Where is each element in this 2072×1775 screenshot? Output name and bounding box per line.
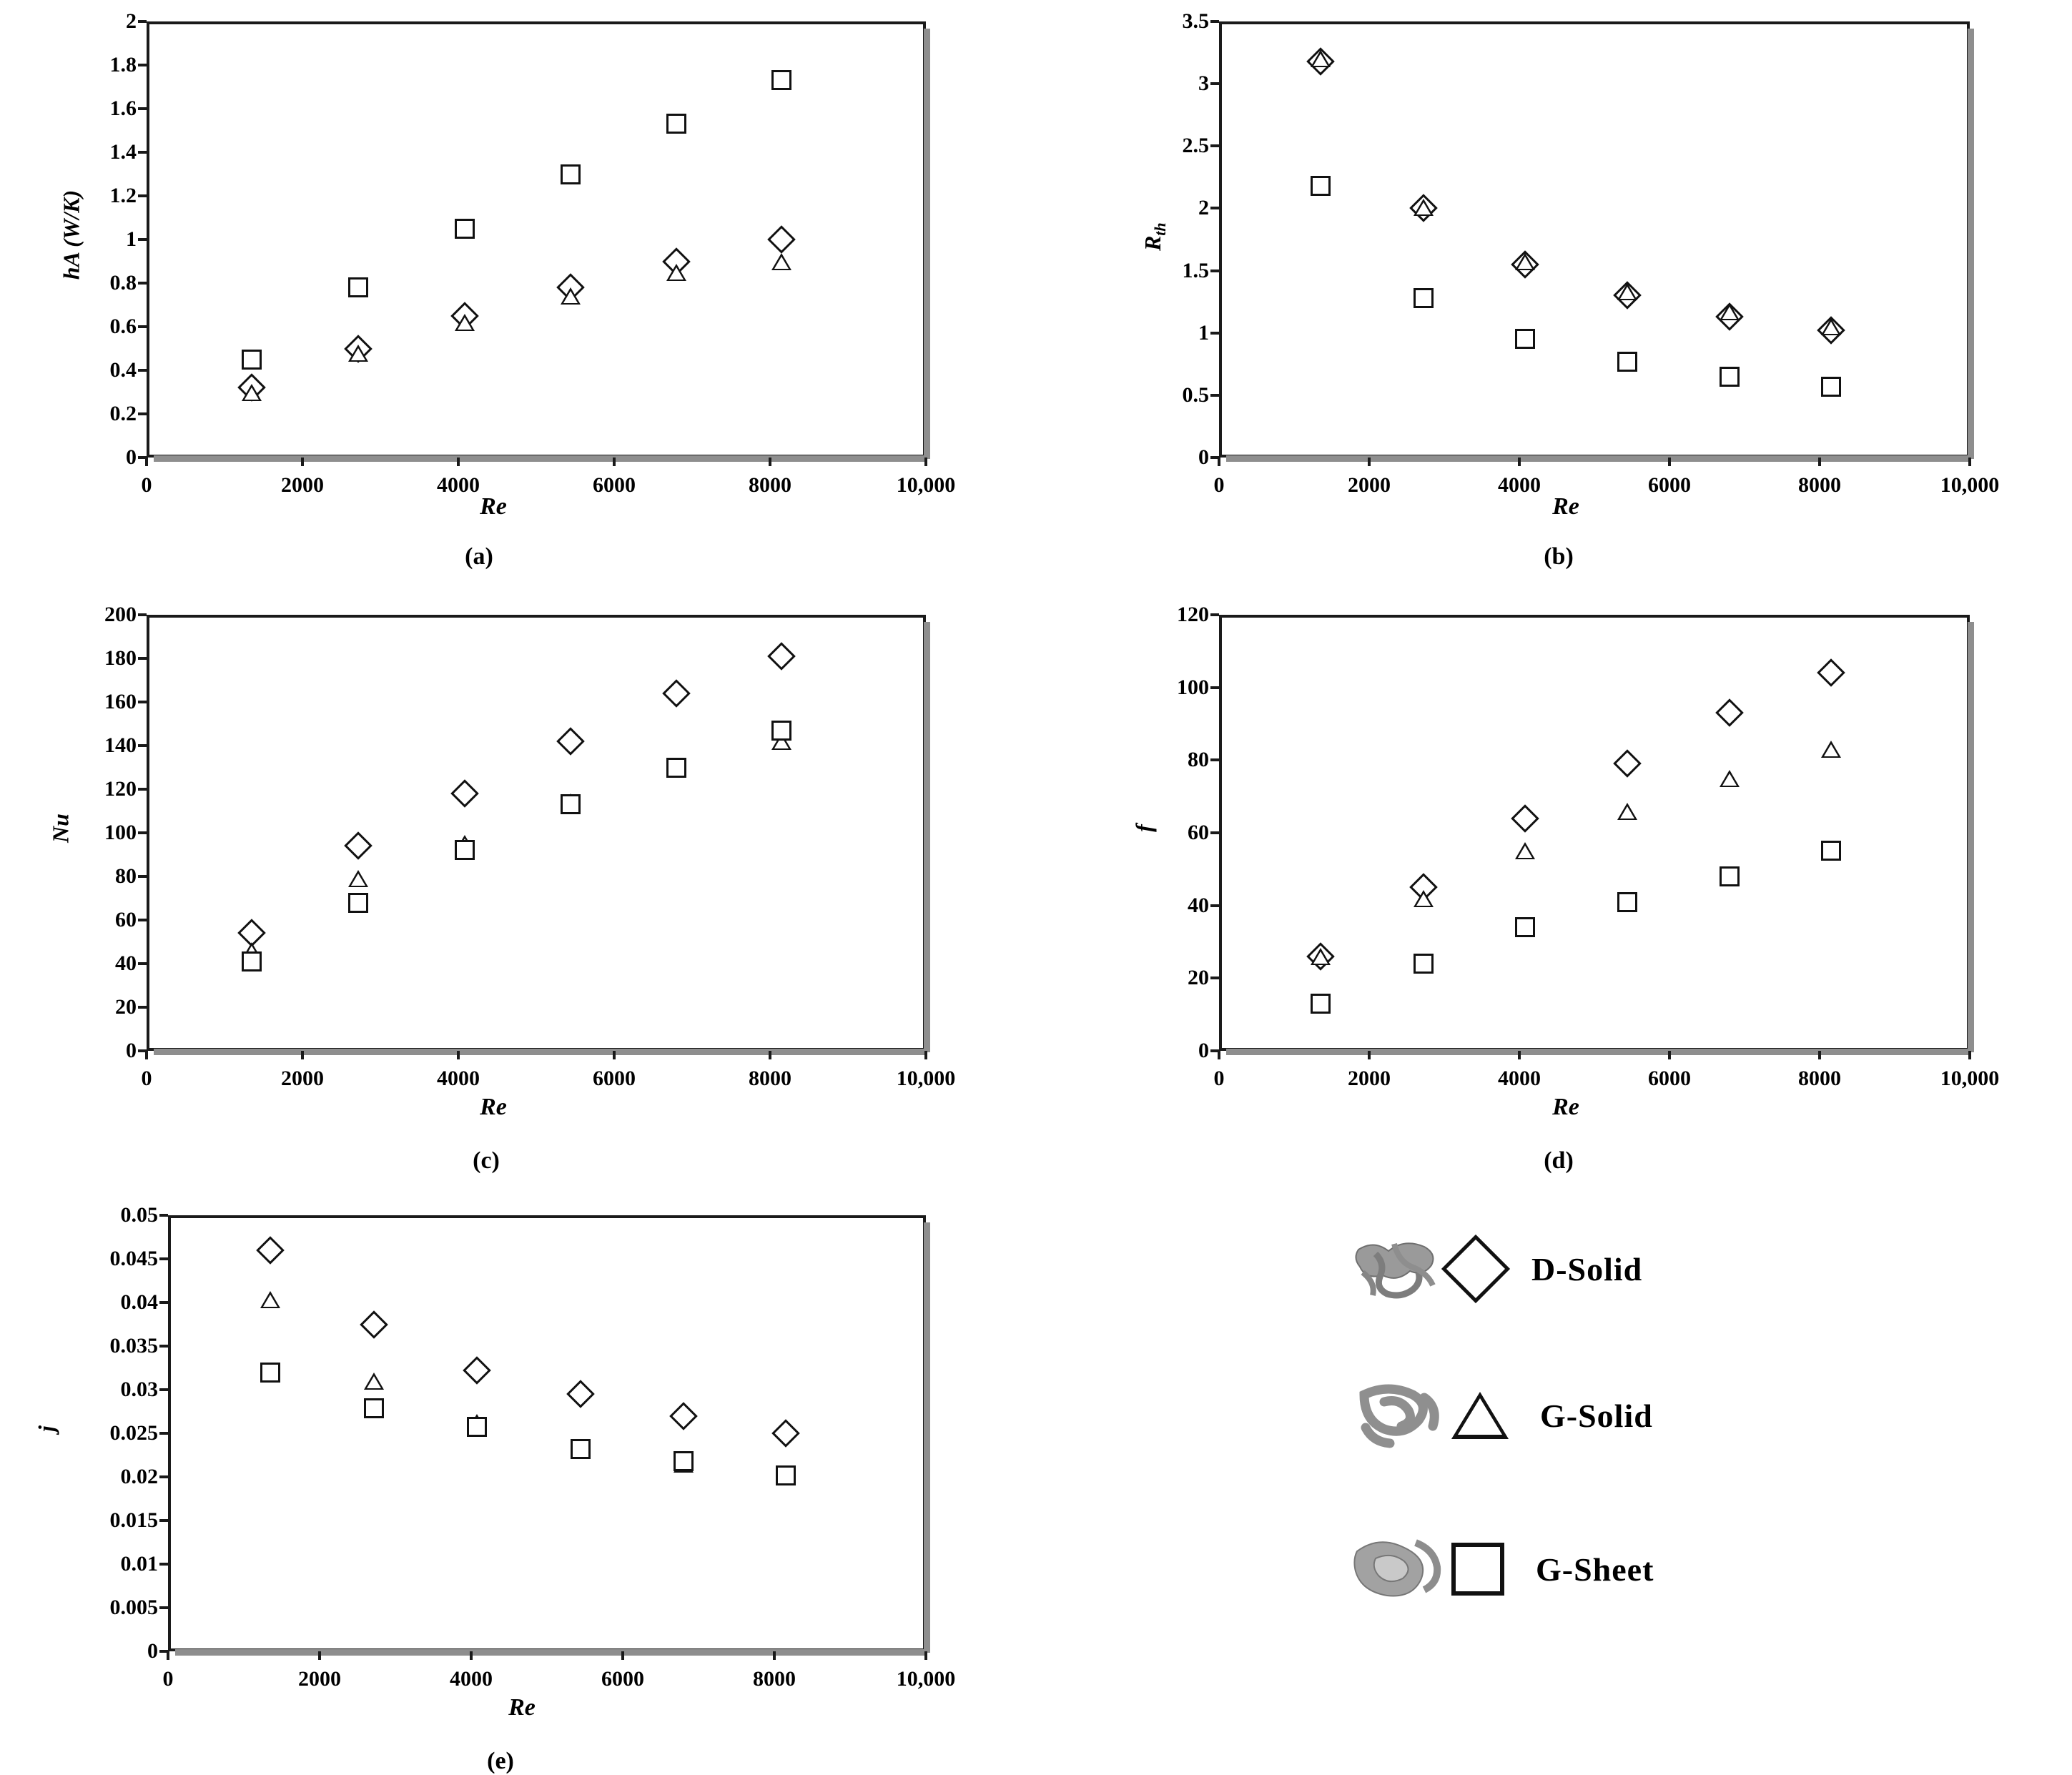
data-point-triangle [1515,842,1535,859]
x-tick-label: 2000 [1348,473,1391,497]
x-tick-mark [301,458,304,466]
x-tick-mark [621,1651,624,1660]
panel-caption-d: (d) [1544,1147,1574,1174]
data-point-square [348,893,368,913]
panel-caption-b: (b) [1544,543,1574,570]
plot-frame-c [147,615,926,1051]
x-tick-mark [769,458,771,466]
x-tick-mark [1218,1051,1220,1059]
y-tick-label: 0.2 [109,402,137,425]
x-tick-label: 0 [1213,473,1225,497]
legend-item-d-solid [1344,1230,1642,1308]
data-point-triangle [1414,890,1434,907]
x-tick-label: 10,000 [1940,1067,2000,1090]
legend-label-d-solid: D-Solid [1531,1250,1643,1287]
x-tick-label: 4000 [1498,1067,1541,1090]
y-tick-mark [138,962,147,965]
x-tick-mark [301,1051,304,1059]
x-tick-label: 10,000 [1940,473,2000,497]
data-point-triangle [561,287,581,305]
y-tick-mark [1210,977,1219,979]
x-tick-mark [924,1651,927,1660]
y-tick-mark [159,1214,168,1217]
y-tick-label: 0 [1198,1039,1209,1062]
y-tick-label: 0.035 [109,1334,158,1358]
y-tick-label: 2 [1198,196,1209,220]
y-tick-label: 2 [126,9,137,33]
y-tick-label: 120 [1177,603,1209,626]
y-tick-mark [138,20,147,23]
y-tick-mark [138,325,147,328]
y-axis-label-e: j [33,1425,59,1432]
x-tick-label: 0 [141,473,152,497]
y-tick-label: 40 [1188,893,1209,917]
y-tick-mark [159,1257,168,1260]
y-tick-mark [138,744,147,747]
y-tick-mark [138,194,147,197]
data-point-triangle [1311,50,1331,67]
y-tick-label: 1.8 [109,53,137,76]
panel-caption-c: (c) [473,1147,500,1174]
data-point-square [1821,377,1841,397]
y-tick-mark [159,1519,168,1522]
x-tick-mark [769,1051,771,1059]
y-tick-mark [138,919,147,921]
data-point-square [364,1398,384,1418]
y-tick-label: 80 [115,864,137,888]
y-tick-label: 60 [115,908,137,931]
x-tick-mark [167,1651,169,1660]
y-tick-mark [1210,394,1219,397]
data-point-square [1720,367,1740,387]
data-point-square [1617,892,1637,912]
data-point-triangle [1515,253,1535,270]
y-tick-mark [159,1475,168,1478]
y-tick-label: 1.2 [109,184,137,207]
panel-caption-a: (a) [465,543,493,570]
x-tick-label: 10,000 [896,473,956,497]
x-tick-label: 8000 [749,473,791,497]
y-tick-mark [1210,20,1219,23]
y-tick-label: 100 [1177,675,1209,699]
x-tick-label: 6000 [593,1067,636,1090]
y-tick-mark [159,1345,168,1348]
panel-caption-e: (e) [487,1748,514,1774]
y-tick-label: 2.5 [1182,134,1209,158]
data-point-square [771,721,791,741]
y-tick-label: 200 [104,603,137,626]
data-point-square [776,1465,796,1485]
legend-item-g-sheet [1344,1530,1654,1608]
data-point-triangle [348,345,368,362]
data-point-square [1617,352,1637,372]
y-tick-label: 1 [1198,320,1209,345]
x-tick-label: 0 [141,1067,152,1090]
g-sheet-structure-thumbnail [1344,1530,1451,1608]
x-tick-mark [1368,458,1371,466]
x-tick-label: 8000 [749,1067,791,1090]
legend-marker-diamond-icon [1441,1235,1510,1303]
y-tick-label: 0 [1198,445,1209,469]
x-tick-label: 2000 [281,473,324,497]
x-tick-mark [1968,458,1971,466]
x-tick-mark [1518,458,1521,466]
x-axis-label-b: Re [1552,493,1579,520]
x-tick-mark [1668,458,1671,466]
data-point-square [561,794,581,814]
data-point-triangle [364,1373,384,1390]
y-tick-mark [1210,831,1219,834]
plot-frame-b [1219,21,1970,458]
chart-panel-a [0,0,1001,593]
y-tick-mark [138,282,147,285]
x-axis-label-d: Re [1552,1094,1579,1120]
legend-label-g-solid: G-Solid [1540,1397,1653,1434]
y-tick-label: 1.4 [109,140,137,164]
y-tick-label: 0.025 [109,1421,158,1445]
data-point-square [1311,994,1331,1014]
data-point-square [674,1451,694,1471]
data-point-square [1515,917,1535,937]
x-tick-mark [145,458,148,466]
data-point-square [467,1417,487,1437]
y-tick-mark [1210,686,1219,689]
data-point-triangle [455,314,475,331]
x-tick-mark [773,1651,776,1660]
x-tick-label: 2000 [298,1667,341,1691]
data-point-square [455,219,475,239]
x-tick-label: 2000 [281,1067,324,1090]
x-tick-label: 6000 [601,1667,644,1691]
legend-item-g-solid [1344,1376,1653,1455]
x-axis-label-e: Re [508,1694,536,1721]
x-tick-label: 8000 [1798,1067,1841,1090]
y-tick-label: 3 [1198,71,1209,96]
y-tick-mark [1210,82,1219,85]
data-point-triangle [1414,199,1434,216]
x-tick-mark [924,1051,927,1059]
x-tick-mark [1218,458,1220,466]
y-tick-mark [138,788,147,791]
x-tick-mark [1668,1051,1671,1059]
data-point-triangle [1720,303,1740,320]
y-tick-mark [1210,270,1219,272]
y-tick-mark [138,107,147,110]
y-tick-mark [1210,332,1219,335]
y-axis-label-c: Nu [47,814,74,843]
y-tick-mark [159,1432,168,1435]
y-tick-mark [159,1301,168,1304]
x-tick-label: 0 [1213,1067,1225,1090]
data-point-square [666,114,686,134]
data-point-triangle [771,253,791,270]
chart-panel-b [1072,0,2072,593]
y-tick-mark [159,1563,168,1566]
y-tick-label: 0.4 [109,358,137,382]
y-tick-mark [138,613,147,616]
y-tick-label: 140 [104,733,137,757]
x-tick-label: 6000 [593,473,636,497]
x-tick-label: 0 [162,1667,174,1691]
plot-frame-d [1219,615,1970,1051]
y-tick-mark [1210,144,1219,147]
y-axis-label-d: f [1130,824,1157,832]
y-tick-label: 0.005 [109,1596,158,1619]
data-point-triangle [242,384,262,401]
y-tick-label: 0 [147,1639,158,1663]
x-tick-mark [613,1051,616,1059]
x-axis-label-c: Re [480,1094,507,1120]
y-tick-mark [138,875,147,878]
plot-frame-e [168,1215,926,1651]
data-point-triangle [1821,318,1841,335]
x-tick-label: 2000 [1348,1067,1391,1090]
y-tick-label: 0.6 [109,315,137,338]
y-tick-label: 100 [104,821,137,844]
y-tick-label: 0.02 [120,1465,158,1488]
y-tick-label: 3.5 [1182,9,1209,33]
data-point-square [1821,841,1841,861]
data-point-triangle [348,870,368,887]
data-point-triangle [666,264,686,281]
data-point-square [1515,329,1535,349]
y-tick-mark [138,238,147,241]
y-tick-mark [138,151,147,154]
data-point-square [1720,866,1740,886]
data-point-square [348,277,368,297]
y-tick-mark [1210,904,1219,907]
y-tick-label: 0.01 [120,1552,158,1576]
x-tick-label: 8000 [753,1667,796,1691]
y-tick-label: 20 [1188,966,1209,990]
y-tick-label: 60 [1188,821,1209,844]
x-tick-label: 10,000 [896,1067,956,1090]
x-tick-label: 8000 [1798,473,1841,497]
g-solid-structure-thumbnail [1344,1376,1451,1455]
data-point-square [242,951,262,971]
legend-marker-square-icon [1451,1543,1504,1596]
x-tick-mark [1518,1051,1521,1059]
x-tick-label: 6000 [1648,1067,1691,1090]
y-tick-mark [159,1388,168,1391]
legend-marker-triangle-icon [1451,1392,1509,1439]
y-tick-label: 160 [104,690,137,713]
y-tick-label: 0.04 [120,1290,158,1314]
y-tick-mark [138,64,147,66]
y-tick-label: 20 [115,995,137,1019]
y-tick-mark [1210,758,1219,761]
data-point-square [666,758,686,778]
data-point-square [242,350,262,370]
y-tick-label: 1.6 [109,97,137,120]
x-tick-label: 6000 [1648,473,1691,497]
x-tick-mark [613,458,616,466]
data-point-triangle [1821,741,1841,758]
y-tick-mark [138,1006,147,1009]
y-tick-mark [1210,207,1219,209]
y-tick-label: 0.05 [120,1203,158,1227]
x-tick-label: 10,000 [896,1667,956,1691]
y-axis-label-a: hA (W/K) [58,189,84,280]
chart-panel-c [0,593,1001,1194]
x-tick-mark [457,458,460,466]
plot-frame-a [147,21,926,458]
data-point-square [571,1439,591,1459]
x-tick-mark [1968,1051,1971,1059]
data-point-square [455,840,475,860]
y-tick-label: 0.045 [109,1247,158,1270]
x-tick-mark [1818,458,1821,466]
y-axis-label-b: $R_{th}$ [1139,222,1170,252]
y-tick-label: 1.5 [1182,258,1209,282]
y-tick-mark [138,701,147,703]
x-tick-mark [924,458,927,466]
x-tick-mark [470,1651,473,1660]
data-point-square [1414,288,1434,308]
y-tick-label: 0.5 [1182,382,1209,407]
data-point-triangle [1617,803,1637,820]
y-tick-label: 0.03 [120,1378,158,1401]
x-tick-label: 4000 [437,473,480,497]
data-point-triangle [1311,948,1331,965]
data-point-square [1414,954,1434,974]
y-tick-label: 1 [126,227,137,251]
x-tick-mark [457,1051,460,1059]
legend [1344,1215,2059,1658]
y-tick-mark [138,831,147,834]
y-tick-label: 0 [126,1039,137,1062]
data-point-triangle [260,1291,280,1308]
y-tick-label: 40 [115,951,137,975]
y-tick-label: 0.8 [109,271,137,295]
legend-label-g-sheet: G-Sheet [1536,1551,1654,1588]
y-tick-mark [138,657,147,660]
y-tick-mark [1210,613,1219,616]
y-tick-mark [138,369,147,372]
x-tick-mark [145,1051,148,1059]
y-tick-mark [159,1606,168,1609]
x-axis-label-a: Re [480,493,507,520]
d-solid-structure-thumbnail [1344,1230,1451,1308]
data-point-square [1311,176,1331,196]
x-tick-label: 4000 [437,1067,480,1090]
data-point-triangle [1720,770,1740,787]
data-point-square [561,164,581,184]
x-tick-mark [1368,1051,1371,1059]
y-tick-label: 0.015 [109,1508,158,1532]
y-tick-label: 0 [126,445,137,469]
data-point-square [771,70,791,90]
x-tick-label: 4000 [1498,473,1541,497]
x-tick-mark [1818,1051,1821,1059]
data-point-triangle [1617,283,1637,300]
y-tick-mark [138,412,147,415]
chart-panel-e [0,1194,1037,1774]
y-tick-label: 80 [1188,748,1209,772]
y-tick-label: 180 [104,646,137,670]
y-tick-label: 120 [104,777,137,801]
chart-panel-d [1072,593,2072,1194]
x-tick-label: 4000 [450,1667,493,1691]
data-point-square [260,1363,280,1383]
x-tick-mark [318,1651,321,1660]
